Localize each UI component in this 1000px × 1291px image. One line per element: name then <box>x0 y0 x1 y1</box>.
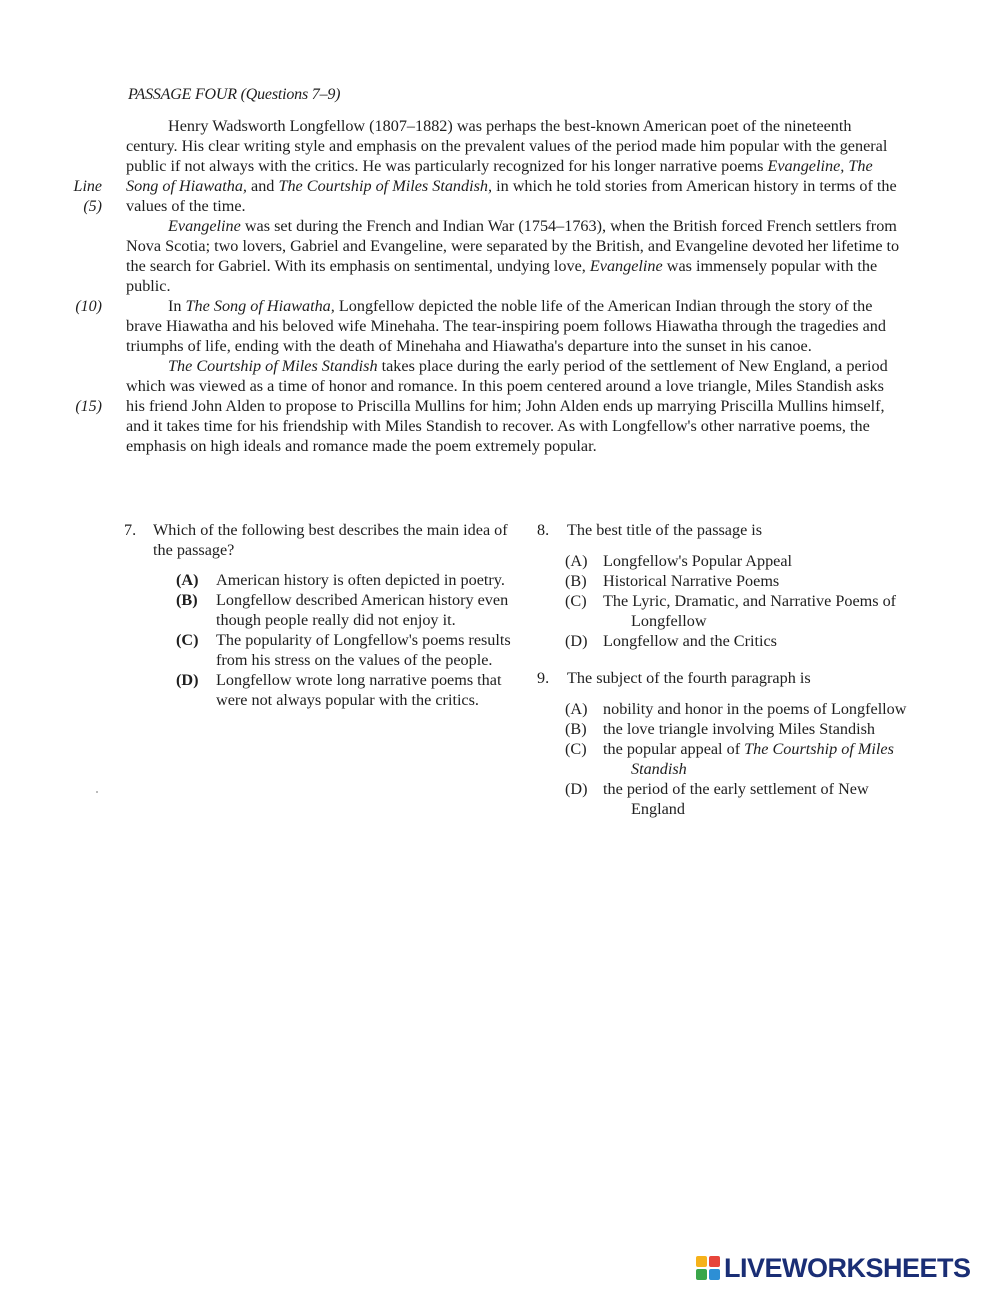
question-7 <box>124 520 514 710</box>
question-9-number: 9. <box>537 669 550 687</box>
logo-text: LIVEWORKSHEETS <box>724 1252 971 1283</box>
question-9-text: The subject of the fourth paragraph is <box>567 669 811 687</box>
q7-option-d-letter: (D) <box>176 671 199 689</box>
question-8-number: 8. <box>537 521 550 539</box>
q9-option-c-letter: (C) <box>565 740 587 758</box>
q7-option-a[interactable] <box>150 570 514 590</box>
logo-square-1 <box>696 1256 707 1267</box>
logo-square-3 <box>696 1269 707 1280</box>
p1-text-2: and <box>246 177 279 195</box>
paragraph-3 <box>126 296 906 356</box>
p4-italic-1: The Courtship of Miles Standish <box>168 357 378 375</box>
question-9 <box>537 668 917 819</box>
q7-option-b-text: Longfellow described American history even though people really did not enjoy it. <box>216 591 509 629</box>
q9-option-d-text: the period of the early settlement of New England <box>603 780 869 818</box>
line-number-5: (5) <box>83 198 102 215</box>
q7-option-a-text: American history is often depicted in poetry. <box>216 571 505 589</box>
question-8-stem <box>537 520 917 540</box>
q9-option-a-letter: (A) <box>565 700 588 718</box>
question-8-options <box>537 551 917 651</box>
line-label: Line <box>73 178 102 195</box>
q9-option-d[interactable] <box>537 779 917 819</box>
paragraph-4 <box>126 356 906 456</box>
p3-italic-1: The Song of Hiawatha, <box>185 297 335 315</box>
q9-option-c[interactable] <box>537 739 917 779</box>
q8-option-a-letter: (A) <box>565 552 588 570</box>
liveworksheets-logo <box>696 1254 971 1282</box>
q9-option-a-text: nobility and honor in the poems of Longfellow <box>603 700 907 718</box>
q7-option-d[interactable] <box>150 670 514 710</box>
q8-option-c-letter: (C) <box>565 592 587 610</box>
passage-text <box>126 116 906 456</box>
questions-8-9 <box>537 520 917 819</box>
q8-option-b-text: Historical Narrative Poems <box>603 572 780 590</box>
q8-option-c[interactable] <box>537 591 917 631</box>
question-7-options <box>124 570 514 710</box>
p1-text-3: in which he told stories from American history in terms of the values of the time. <box>126 177 897 215</box>
q7-option-c-text: The popularity of Longfellow's poems results from his stress on the values of the people. <box>216 631 511 669</box>
q8-option-d-text: Longfellow and the Critics <box>603 632 777 650</box>
p2-text-1: was set during the French and Indian War (1754–1763), when the British forced French settlers from Nova Scotia; two lovers, Gabriel and Evangeline, were separated by the British, and Evangeline devoted her lifetime to the search for Gabriel. With its emphasis on sentimental, undying love, <box>126 217 900 275</box>
question-8-text: The best title of the passage is <box>567 521 763 539</box>
logo-square-4 <box>709 1269 720 1280</box>
q9-option-b-text: the love triangle involving Miles Standish <box>603 720 876 738</box>
q8-option-a-text: Longfellow's Popular Appeal <box>603 552 793 570</box>
q9-option-b[interactable] <box>537 719 917 739</box>
paragraph-1 <box>126 116 906 216</box>
p2-italic-1: Evangeline <box>168 217 241 235</box>
q7-option-d-text: Longfellow wrote long narrative poems that were not always popular with the critics. <box>216 671 502 709</box>
p1-italic-2: The Courtship of Miles Standish, <box>278 177 493 195</box>
p4-text-1: takes place during the early period of the settlement of New England, a period which was viewed as a time of honor and romance. In this poem centered around a love triangle, Miles Standish asks his friend John Alden to propose to Priscilla Mullins for him; John Alden ends up marrying Priscilla Mullins himself, and it takes time for his friendship with Miles Standish to recover. As with Longfellow's other narrative poems, the emphasis on high ideals and romance made the poem extremely popular. <box>126 357 888 455</box>
paragraph-2 <box>126 216 906 296</box>
stray-mark <box>96 791 98 793</box>
q8-option-a[interactable] <box>537 551 917 571</box>
p2-italic-2: Evangeline <box>589 257 663 275</box>
q8-option-b[interactable] <box>537 571 917 591</box>
q7-option-b[interactable] <box>150 590 514 630</box>
q8-option-d[interactable] <box>537 631 917 651</box>
line-number-10: (10) <box>75 298 102 315</box>
q8-option-b-letter: (B) <box>565 572 587 590</box>
logo-grid-icon <box>696 1256 720 1280</box>
p1-italic-1: Evangeline, The Song of Hiawatha, <box>126 157 873 195</box>
q7-option-c-letter: (C) <box>176 631 199 649</box>
question-9-options <box>537 699 917 819</box>
q9-option-b-letter: (B) <box>565 720 587 738</box>
logo-square-2 <box>709 1256 720 1267</box>
question-7-stem <box>124 520 514 560</box>
p3-text-1: In <box>168 297 186 315</box>
question-8 <box>537 520 917 651</box>
question-9-stem <box>537 668 917 688</box>
p3-text-2: Longfellow depicted the noble life of the American Indian through the story of the brave Hiawatha and his beloved wife Minehaha. The tear-inspiring poem follows Hiawatha through the tragedies and triumphs of life, ending with the death of Minehaha and Hiawatha's departure into the sunset in his canoe. <box>126 297 886 355</box>
question-7-number: 7. <box>124 521 137 539</box>
q7-option-c[interactable] <box>150 630 514 670</box>
q9-option-c-italic: The Courtship of Miles Standish <box>631 740 894 778</box>
question-7-text: Which of the following best describes the main idea of the passage? <box>153 521 508 559</box>
q8-option-c-text: The Lyric, Dramatic, and Narrative Poems of Longfellow <box>603 592 897 630</box>
line-number-15: (15) <box>75 398 102 415</box>
p1-text-1: Henry Wadsworth Longfellow (1807–1882) was perhaps the best-known American poet of the nineteenth century. His clear writing style and emphasis on the prevalent values of the period made him popular with the general public if not always with the critics. He was particularly recognized for his longer narrative poems <box>126 117 888 175</box>
q9-option-c-text: the popular appeal of <box>603 740 745 758</box>
q7-option-a-letter: (A) <box>176 571 199 589</box>
passage-heading: PASSAGE FOUR (Questions 7–9) <box>128 86 341 103</box>
q9-option-d-letter: (D) <box>565 780 588 798</box>
q7-option-b-letter: (B) <box>176 591 198 609</box>
q8-option-d-letter: (D) <box>565 632 588 650</box>
p2-text-2: was immensely popular with the public. <box>126 257 878 295</box>
q9-option-a[interactable] <box>537 699 917 719</box>
